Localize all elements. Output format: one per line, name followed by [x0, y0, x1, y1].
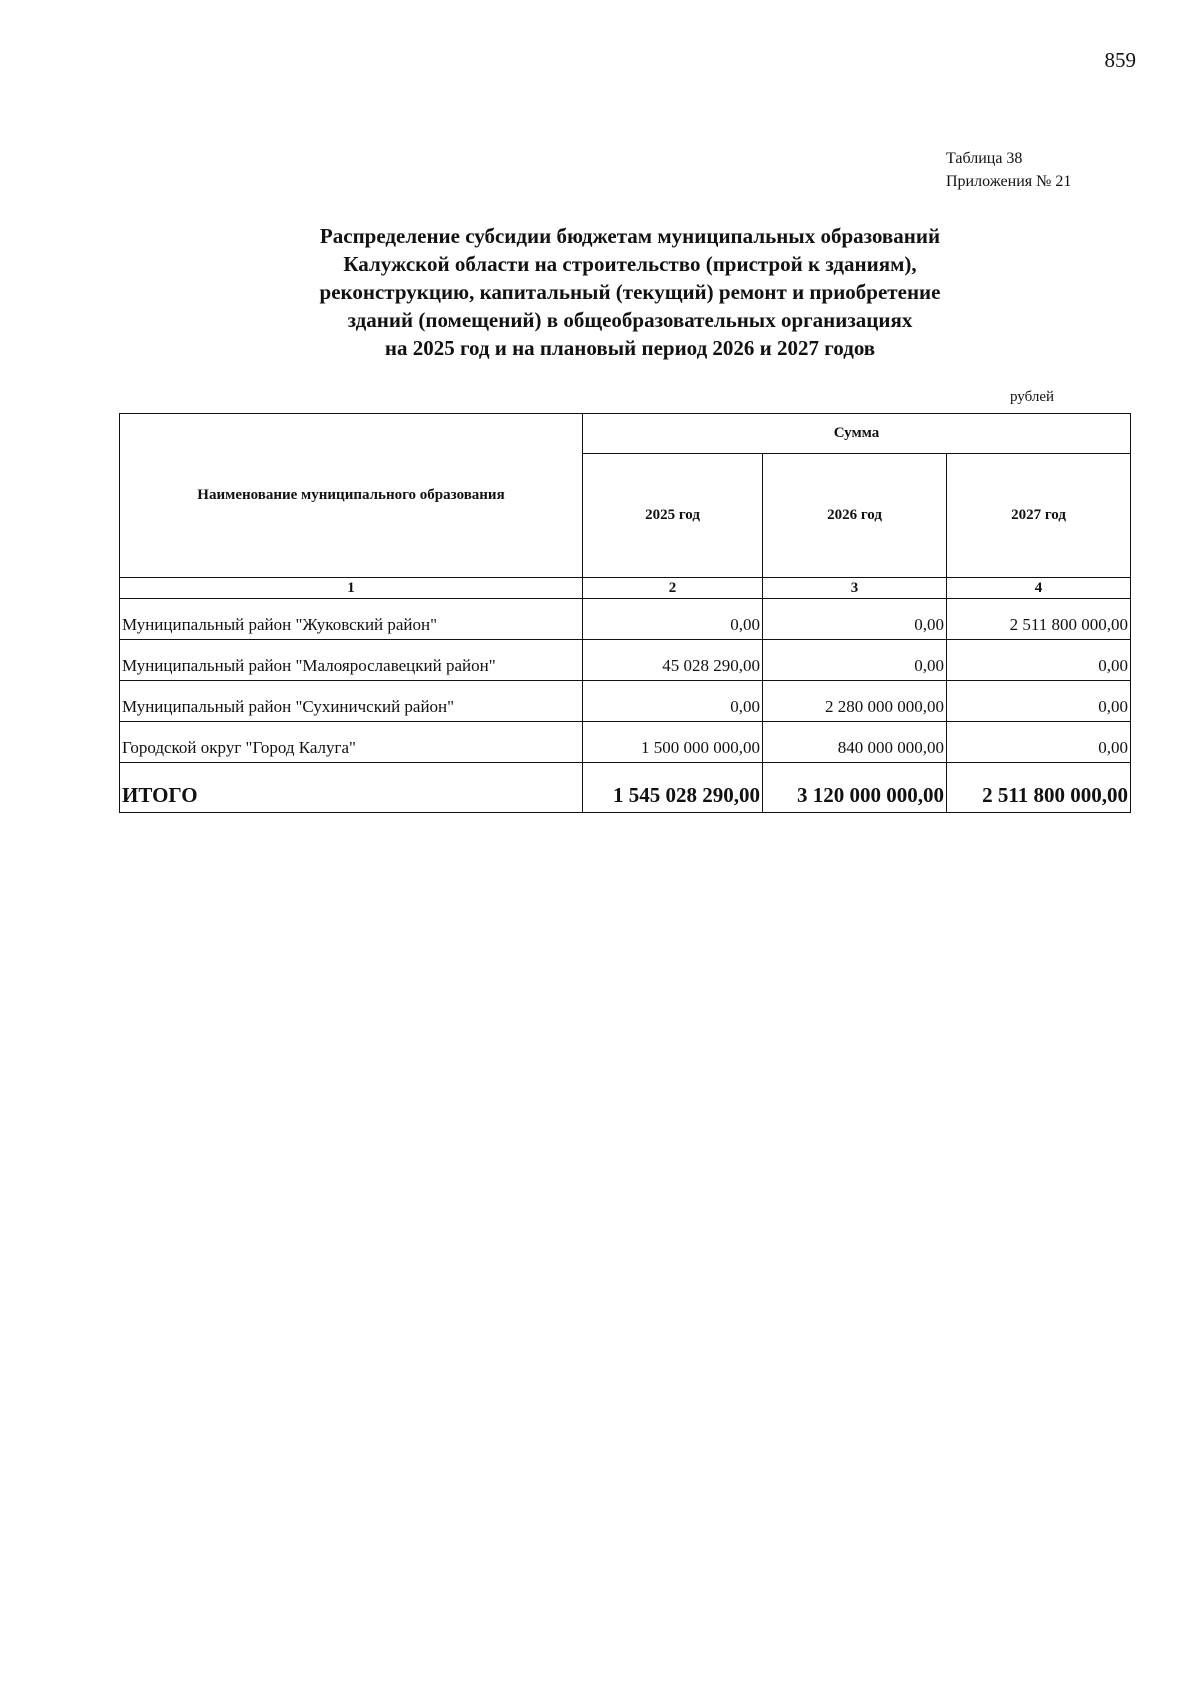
- total-2026: 3 120 000 000,00: [763, 763, 947, 813]
- column-number: 1: [120, 578, 583, 599]
- column-number: 2: [583, 578, 763, 599]
- municipality-name: Городской округ "Город Калуга": [120, 722, 583, 763]
- title-line-3: реконструкцию, капитальный (текущий) ремонт и приобретение: [319, 280, 941, 304]
- column-number: 3: [763, 578, 947, 599]
- table-row: [120, 722, 1131, 763]
- header-year-2025: 2025 год: [583, 454, 763, 578]
- header-year-2027: 2027 год: [947, 454, 1131, 578]
- amount-2025: 45 028 290,00: [583, 640, 763, 681]
- total-row: [120, 763, 1131, 813]
- total-2027: 2 511 800 000,00: [947, 763, 1131, 813]
- table-number: Таблица 38: [946, 150, 1023, 167]
- amount-2026: 0,00: [763, 640, 947, 681]
- amount-2025: 0,00: [583, 599, 763, 640]
- amount-2026: 840 000 000,00: [763, 722, 947, 763]
- document-title: [0, 222, 1200, 362]
- table-row: [120, 599, 1131, 640]
- units-label: рублей: [1010, 389, 1055, 405]
- amount-2027: 0,00: [947, 722, 1131, 763]
- amount-2027: 2 511 800 000,00: [947, 599, 1131, 640]
- municipality-name: Муниципальный район "Малоярославецкий район": [120, 640, 583, 681]
- header-sum: Сумма: [583, 414, 1131, 454]
- appendix-number: Приложения № 21: [946, 173, 1072, 190]
- table-row: [120, 640, 1131, 681]
- table-reference: [946, 147, 1071, 193]
- header-name: Наименование муниципального образования: [120, 414, 583, 578]
- amount-2027: 0,00: [947, 640, 1131, 681]
- header-year-2026: 2026 год: [763, 454, 947, 578]
- amount-2026: 0,00: [763, 599, 947, 640]
- municipality-name: Муниципальный район "Жуковский район": [120, 599, 583, 640]
- page-number: 859: [1104, 48, 1136, 72]
- table-row: [120, 681, 1131, 722]
- amount-2025: 0,00: [583, 681, 763, 722]
- title-line-2: Калужской области на строительство (пристрой к зданиям),: [343, 252, 917, 276]
- total-2025: 1 545 028 290,00: [583, 763, 763, 813]
- amount-2027: 0,00: [947, 681, 1131, 722]
- total-label: ИТОГО: [120, 763, 583, 813]
- title-line-1: Распределение субсидии бюджетам муниципальных образований: [319, 224, 941, 248]
- title-line-4: зданий (помещений) в общеобразовательных организациях: [347, 308, 913, 332]
- title-line-5: на 2025 год и на плановый период 2026 и 2027 годов: [384, 336, 876, 360]
- column-number: 4: [947, 578, 1131, 599]
- municipality-name: Муниципальный район "Сухиничский район": [120, 681, 583, 722]
- amount-2025: 1 500 000 000,00: [583, 722, 763, 763]
- subsidy-table: [119, 413, 1131, 813]
- amount-2026: 2 280 000 000,00: [763, 681, 947, 722]
